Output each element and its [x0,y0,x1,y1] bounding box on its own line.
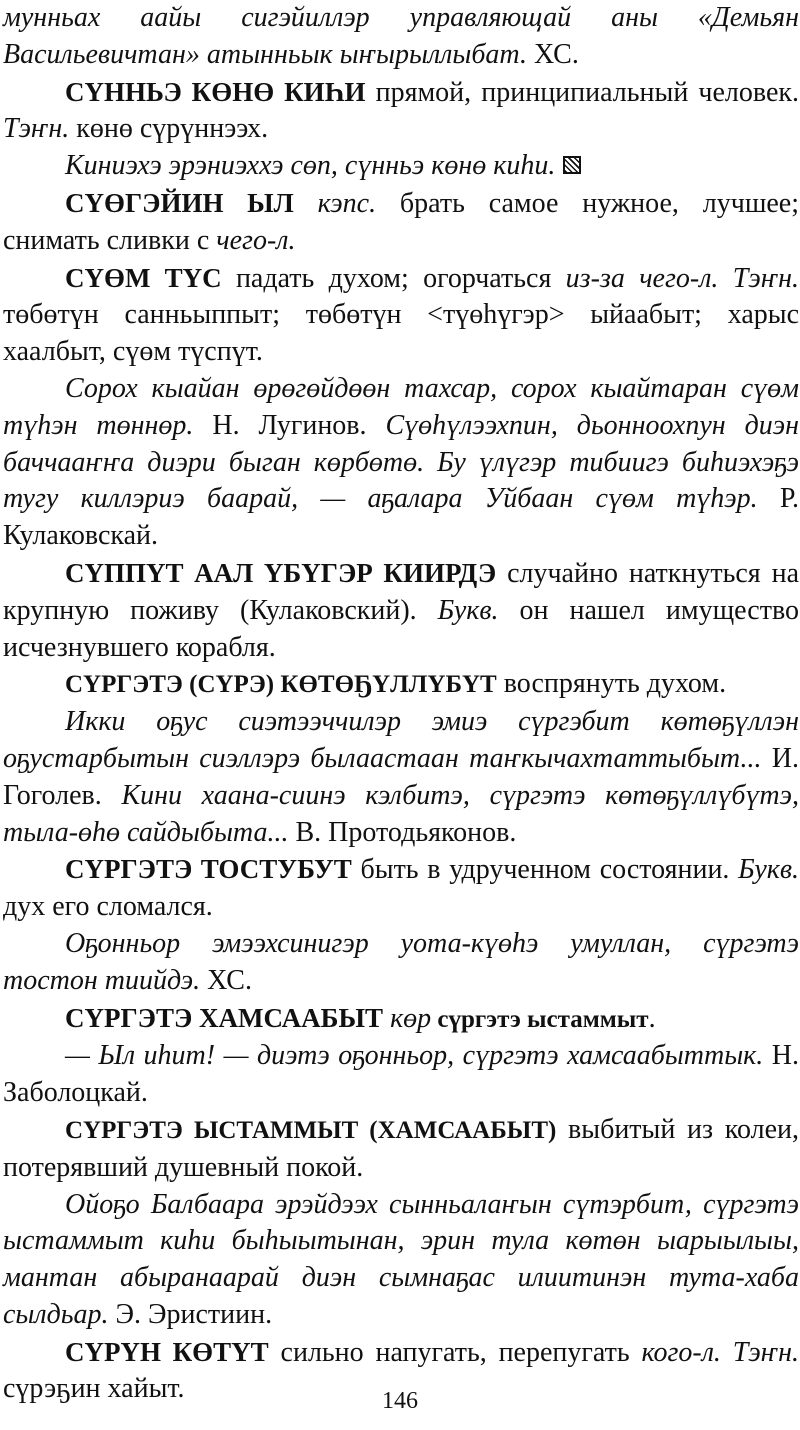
text-run: падать духом; огорчаться [221,262,566,294]
entry-paragraph [3,851,799,926]
example-paragraph [3,1038,799,1112]
continued-paragraph [3,0,799,74]
italic-text: Сүөһүлээхпин, дьонноохпун диэн баччааҥҥа диэри быган көрбөтө. Бу үлүгэр тибиигэ биһиэхэҕэ тугу киллэриэ баарай, — аҕалара Уйбаан сүөм түһэр. [3,409,800,515]
italic-text: Сорох кыайан өрөгөйдөөн тахсар, сорох кыайтаран сүөм түһэн төннөр. [3,372,799,441]
text-run: . [648,1002,656,1034]
text-run: брать самое нужное, лучшее; снимать сливки с [3,187,800,256]
example-paragraph [3,704,799,851]
italic-text: Икки оҕус сиэтээччилэр эмиэ сүргэбит көтөҕүллэн оҕустарбытын сиэллэрэ былаастаан таҥкычахтаттыбыт... [3,706,799,774]
headword: СҮННЬЭ КӨНӨ КИҺИ [65,76,366,107]
text-run: сүрэҕин хайыт. [3,1373,185,1405]
text-run: сильно напугать, перепугать [268,1336,642,1368]
example-paragraph [3,1187,799,1334]
headword: СҮРГЭТЭ (СҮРЭ) КӨТӨҔҮЛЛҮБҮТ [65,671,497,699]
headword: СҮӨМ ТҮС [65,262,222,293]
italic-text: кого-л. Тэҥн. [641,1336,799,1368]
entry-paragraph [3,555,799,666]
entry-paragraph [3,1112,799,1187]
italic-text: көр [390,1002,432,1034]
italic-text: Букв. [437,594,499,626]
text-run [294,188,318,219]
text-run: ХС. [200,964,252,996]
text-run: дух его сломался. [3,891,213,923]
hatched-square-icon [563,156,581,174]
text-run: быть в удрученном состоянии. [351,854,739,886]
text-run [383,1003,390,1034]
italic-text: Киниэхэ эрэниэххэ сөп, сүнньэ көнө киһи. [65,150,556,182]
text-run: төбөтүн санньыппыт; төбөтүн <түөһүгэр> ыйаабыт; харыс хаалбыт, сүөм түспүт. [3,299,799,368]
italic-text: — Ыл иһит! — диэтэ оҕонньор, сүргэтэ хамсаабыттык. [65,1040,764,1072]
italic-text: Тэҥн. [3,113,70,145]
text-run: выбитый из колеи, потерявший душевный покой. [3,1113,799,1183]
entry-paragraph [3,260,799,371]
headword: СҮРГЭТЭ ХАМСААБЫТ [65,1002,384,1033]
text-run: Н. Лугинов. [193,409,386,441]
headword: СҮРҮН КӨТҮТ [65,1336,269,1367]
headword: СҮРГЭТЭ ТОСТУБУТ [65,854,352,885]
italic-text: мунньах аайы сигэйиллэр управляющай аны «Демьян Васильевичтан» атынньык ыҥырыллыбат. [3,2,799,70]
italic-text: Букв. [738,854,799,886]
text-run: Э. Эристиин. [108,1298,273,1330]
entry-paragraph [3,74,799,149]
text-run: он нашел имущество исчезнувшего корабля. [3,594,799,663]
example-paragraph [3,926,799,1000]
italic-text: чего-л. [216,224,296,256]
text-run: Н. Заболоцкай. [3,1040,799,1109]
text-run: көнө сүрүннээх. [69,113,269,145]
italic-text: Оҕонньор эмээхсинигэр уота-күөһэ умуллан, сүргэтэ тостон тиийдэ. [3,927,799,996]
entry-paragraph [3,1000,799,1039]
headword: сүргэтэ ыстаммыт [431,1005,649,1033]
italic-text: кэпс. [317,187,377,219]
page-number: 146 [382,1388,418,1414]
text-run: воспрянуть духом. [496,668,727,700]
entry-paragraph [3,666,799,704]
example-paragraph [3,371,799,555]
text-run: И. Гоголев. [3,742,799,811]
headword: СҮРГЭТЭ ЫСТАММЫТ (ХАМСААБЫТ) [65,1116,557,1144]
headword: СҮППҮТ ААЛ ҮБҮГЭР КИИРДЭ [65,557,497,588]
text-run: ХС. [526,38,579,70]
text-run: Р. Кулаковскай. [3,483,799,552]
text-run: случайно наткнуться на крупную поживу (Кулаковский). [3,557,799,626]
headword: СҮӨГЭЙИН ЫЛ [65,187,294,218]
text-run: прямой, принципиальный человек. [365,76,799,108]
text-run: В. Протодьяконов. [288,816,517,848]
entry-paragraph [3,185,799,260]
italic-text: из-за чего-л. Тэҥн. [565,262,799,294]
italic-text: Ойоҕо Балбаара эрэйдээх сынньалаҥын сүтэрбит, сүргэтэ ыстаммыт киһи быһыытынан, эрин тула көтөн ыарыылыы, мантан абыранаарай диэн сымнаҕас илиитинэн тута-хаба сылдьар. [3,1188,799,1330]
example-paragraph [3,148,799,185]
italic-text: Кини хаана-сиинэ кэлбитэ, сүргэтэ көтөҕүллүбүтэ, тыла-өһө сайдыбыта... [3,779,799,848]
dictionary-text [3,0,799,1408]
